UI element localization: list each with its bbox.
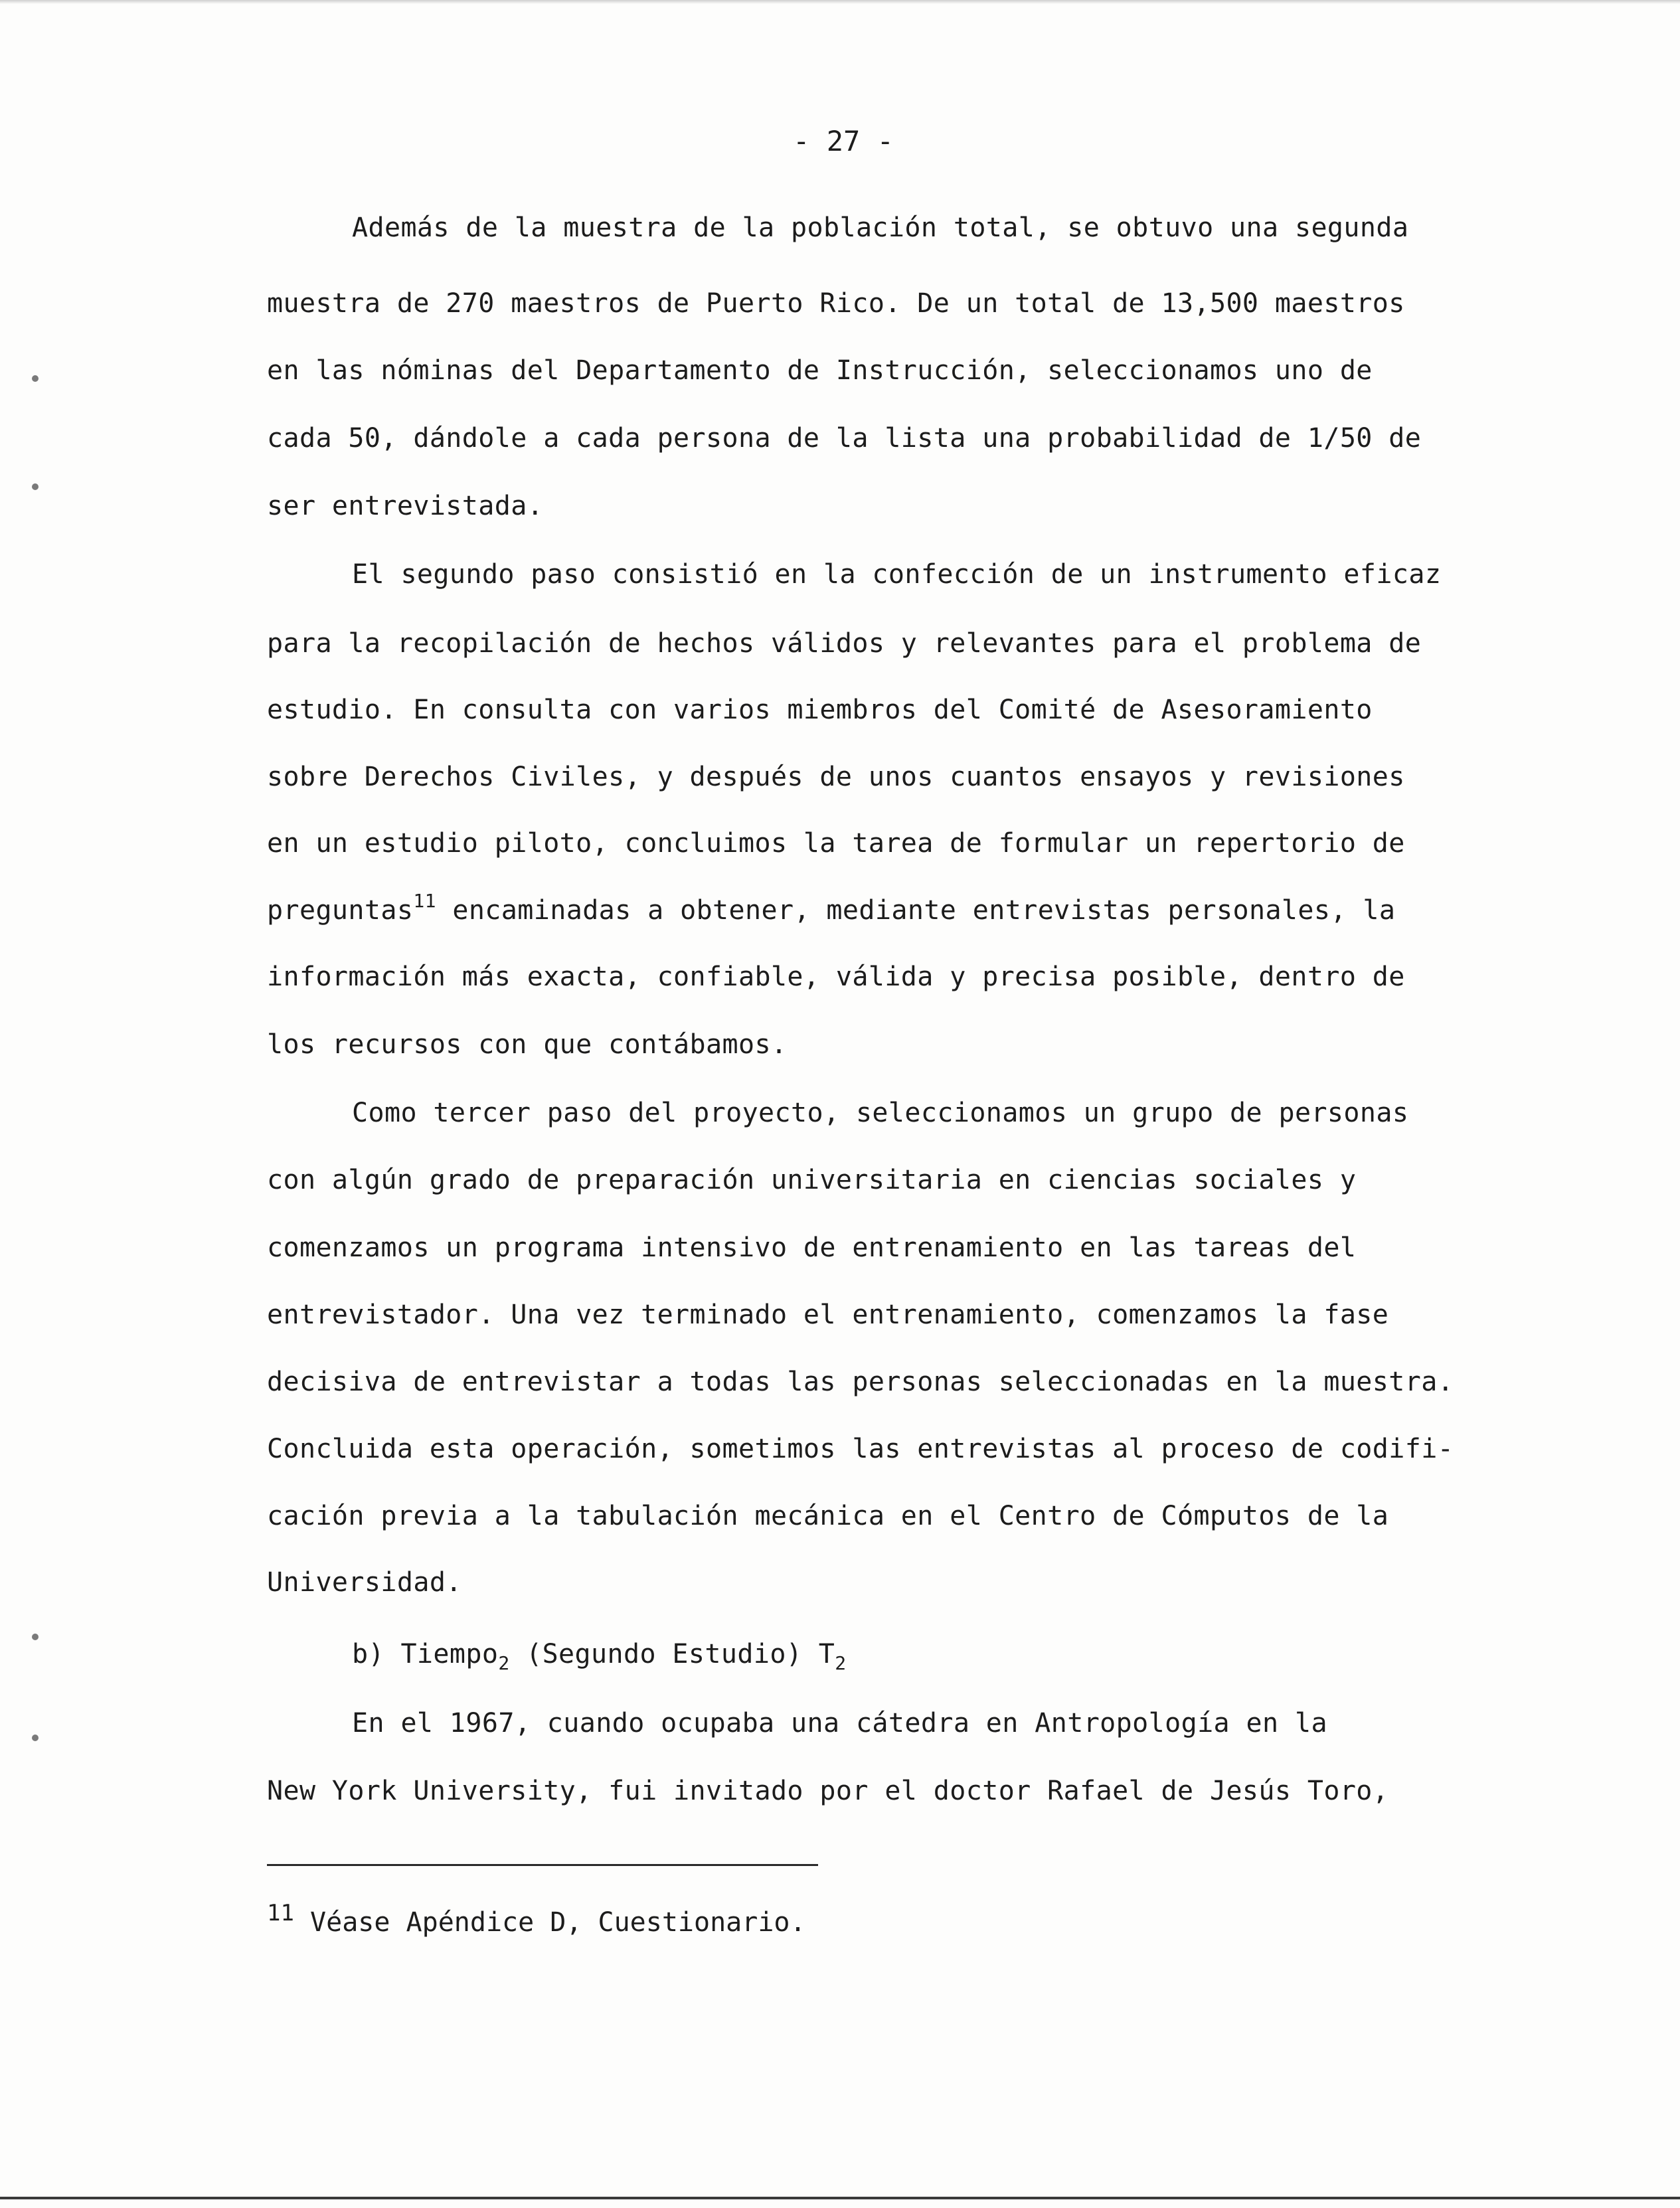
body-line: en las nóminas del Departamento de Instrucción, seleccionamos uno de bbox=[267, 355, 1373, 386]
body-line: para la recopilación de hechos válidos y relevantes para el problema de bbox=[267, 628, 1422, 659]
page-top-edge bbox=[0, 0, 1680, 4]
body-line: sobre Derechos Civiles, y después de unos cuantos ensayos y revisiones bbox=[267, 762, 1405, 792]
body-line: entrevistador. Una vez terminado el entrenamiento, comenzamos la fase bbox=[267, 1300, 1389, 1330]
margin-speck bbox=[32, 375, 39, 382]
footnote-text: Véase Apéndice D, Cuestionario. bbox=[294, 1907, 806, 1938]
section-heading-text: (Segundo Estudio) T bbox=[509, 1639, 835, 1669]
body-line: New York University, fui invitado por el doctor Rafael de Jesús Toro, bbox=[267, 1776, 1389, 1806]
body-line: en un estudio piloto, concluimos la tarea de formular un repertorio de bbox=[267, 828, 1405, 859]
body-line: comenzamos un programa intensivo de entrenamiento en las tareas del bbox=[267, 1232, 1357, 1263]
footnote bbox=[267, 1900, 806, 1939]
margin-speck bbox=[32, 1634, 39, 1640]
body-line: los recursos con que contábamos. bbox=[267, 1029, 788, 1060]
body-line: Como tercer paso del proyecto, seleccionamos un grupo de personas bbox=[352, 1098, 1409, 1128]
footnote-separator bbox=[267, 1864, 818, 1866]
body-line: muestra de 270 maestros de Puerto Rico. De un total de 13,500 maestros bbox=[267, 288, 1405, 319]
margin-speck bbox=[32, 1735, 39, 1741]
body-line: estudio. En consulta con varios miembros del Comité de Asesoramiento bbox=[267, 695, 1373, 725]
subscript: 2 bbox=[498, 1652, 510, 1674]
body-line: cada 50, dándole a cada persona de la lista una probabilidad de 1/50 de bbox=[267, 423, 1422, 454]
body-text: encaminadas a obtener, mediante entrevistas personales, la bbox=[436, 895, 1396, 926]
body-line: decisiva de entrevistar a todas las personas seleccionadas en la muestra. bbox=[267, 1367, 1454, 1397]
body-text: preguntas bbox=[267, 895, 414, 926]
body-line: con algún grado de preparación universitaria en ciencias sociales y bbox=[267, 1165, 1357, 1195]
body-line: Concluida esta operación, sometimos las entrevistas al proceso de codifi- bbox=[267, 1434, 1454, 1464]
body-line-with-footnote-ref bbox=[267, 890, 1396, 927]
section-heading-text: b) Tiempo bbox=[352, 1639, 499, 1669]
body-line: información más exacta, confiable, válida y precisa posible, dentro de bbox=[267, 962, 1405, 992]
body-line: ser entrevistada. bbox=[267, 491, 544, 521]
body-line: En el 1967, cuando ocupaba una cátedra en Antropología en la bbox=[352, 1708, 1327, 1739]
body-line: El segundo paso consistió en la confección de un instrumento eficaz bbox=[352, 559, 1442, 590]
footnote-marker: 11 bbox=[267, 1900, 294, 1926]
footnote-reference: 11 bbox=[413, 890, 436, 912]
section-heading bbox=[352, 1638, 847, 1674]
margin-speck bbox=[32, 483, 39, 490]
body-line: cación previa a la tabulación mecánica en el Centro de Cómputos de la bbox=[267, 1501, 1389, 1531]
page-number: - 27 - bbox=[793, 125, 894, 157]
page-bottom-edge bbox=[0, 2197, 1680, 2199]
subscript: 2 bbox=[835, 1652, 847, 1674]
body-line: Universidad. bbox=[267, 1567, 462, 1598]
body-line: Además de la muestra de la población total, se obtuvo una segunda bbox=[352, 212, 1409, 243]
